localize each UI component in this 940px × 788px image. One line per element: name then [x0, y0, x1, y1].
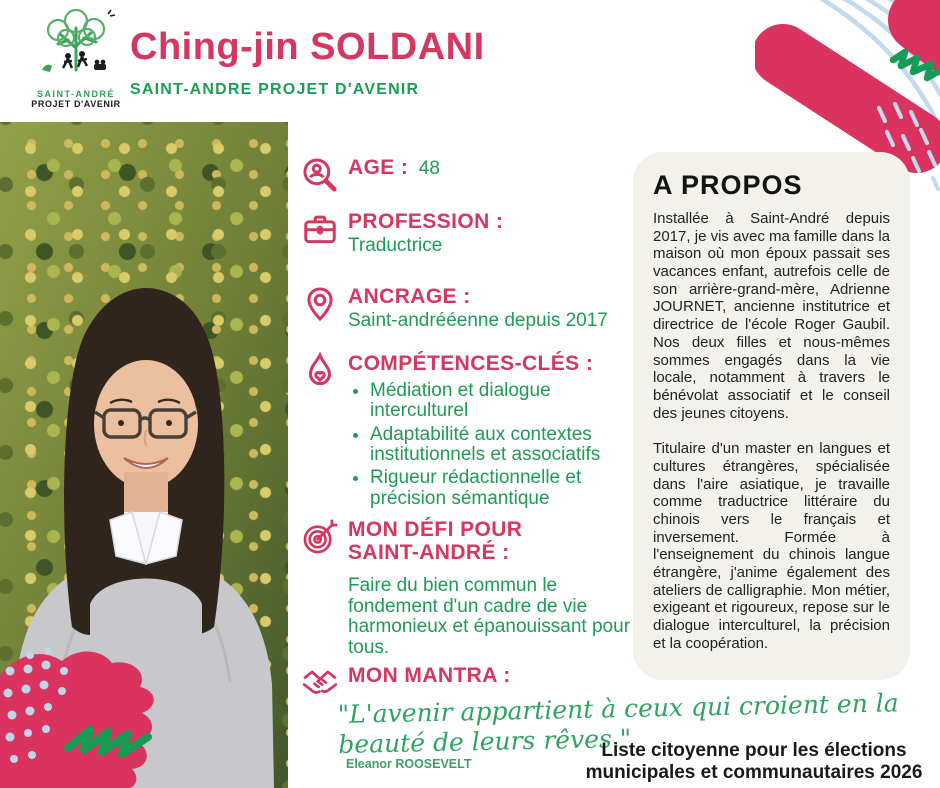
competences-list [348, 381, 643, 509]
magnifier-person-icon [301, 156, 339, 194]
mantra-label: MON MANTRA : [348, 664, 511, 687]
header [130, 26, 650, 99]
defi-label-line2: SAINT-ANDRÉ : [348, 541, 510, 565]
age-value: 48 [418, 158, 440, 179]
logo-name-line1: SAINT-ANDRÉ [36, 89, 115, 99]
age-label: AGE : [348, 156, 409, 179]
fact-profession [301, 210, 643, 257]
logo-name-line2: PROJET D'AVENIR [31, 99, 121, 109]
brush-decoration-bottom-left [0, 645, 400, 788]
competence-item: • Adaptabilité aux contextes institutionnels et associatifs [370, 425, 643, 466]
about-title: A PROPOS [653, 170, 803, 200]
profession-label: PROFESSION : [348, 210, 504, 233]
fact-age [301, 156, 643, 194]
party-subtitle: SAINT-ANDRE PROJET D'AVENIR [130, 81, 420, 98]
ancrage-label: ANCRAGE : [348, 285, 471, 308]
about-panel [633, 152, 910, 680]
ancrage-value: Saint-andrééenne depuis 2017 [348, 310, 608, 332]
competences-label: COMPÉTENCES-CLÉS : [348, 352, 594, 375]
about-paragraph-1: Installée à Saint-André depuis 2017, je vis avec ma famille dans la maison où mon époux passait ses vacances enfant, autrefois celle de son arrière-grand-mère, Adrienne JOURNET, ancienne institutrice et directrice de l'école Roger Gaubil. Nos deux filles et nous-mêmes sommes engagés dans la vie locale, notamment à travers le bénévolat associatif et le conseil des jeunes citoyens. [653, 210, 890, 422]
about-paragraph-2: Titulaire d'un master en langues et cultures étrangères, spécialisée dans l'aire asiatique, je travaille comme traductrice littéraire du chinois vers le français et inversement. Formée à l'enseignement du chinois langue étrangère, j'anime également des ateliers de calligraphie. Mon métier, exigeant et rigoureux, repose sur le dialogue interculturel, la précision et la coopération. [653, 440, 890, 652]
fact-competences [301, 352, 643, 512]
target-dart-icon [301, 518, 339, 556]
party-logo [28, 8, 124, 109]
defi-text: Faire du bien commun le fondement d'un cadre de vie harmonieux et épanouissant pour tous. [348, 575, 631, 658]
fact-ancrage [301, 285, 643, 332]
map-pin-icon [301, 285, 339, 323]
tree-logo-icon [34, 8, 118, 88]
mantra-author: Eleanor ROOSEVELT [346, 757, 472, 771]
competence-item: • Médiation et dialogue interculturel [370, 381, 643, 422]
fact-defi [301, 518, 643, 658]
flame-heart-icon [301, 352, 339, 390]
election-list-note: Liste citoyenne pour les élections municipales et communautaires 2026 [585, 740, 923, 784]
candidate-name: Ching-jin SOLDANI [130, 26, 485, 68]
defi-label-line1: MON DÉFI POUR [348, 518, 523, 541]
mantra-quote: "L'avenir appartient à ceux qui croient en la beauté de leurs rêves." [337, 688, 899, 760]
briefcase-icon [301, 210, 339, 248]
profession-value: Traductrice [348, 235, 443, 257]
competence-item: • Rigueur rédactionnelle et précision sémantique [370, 468, 643, 509]
